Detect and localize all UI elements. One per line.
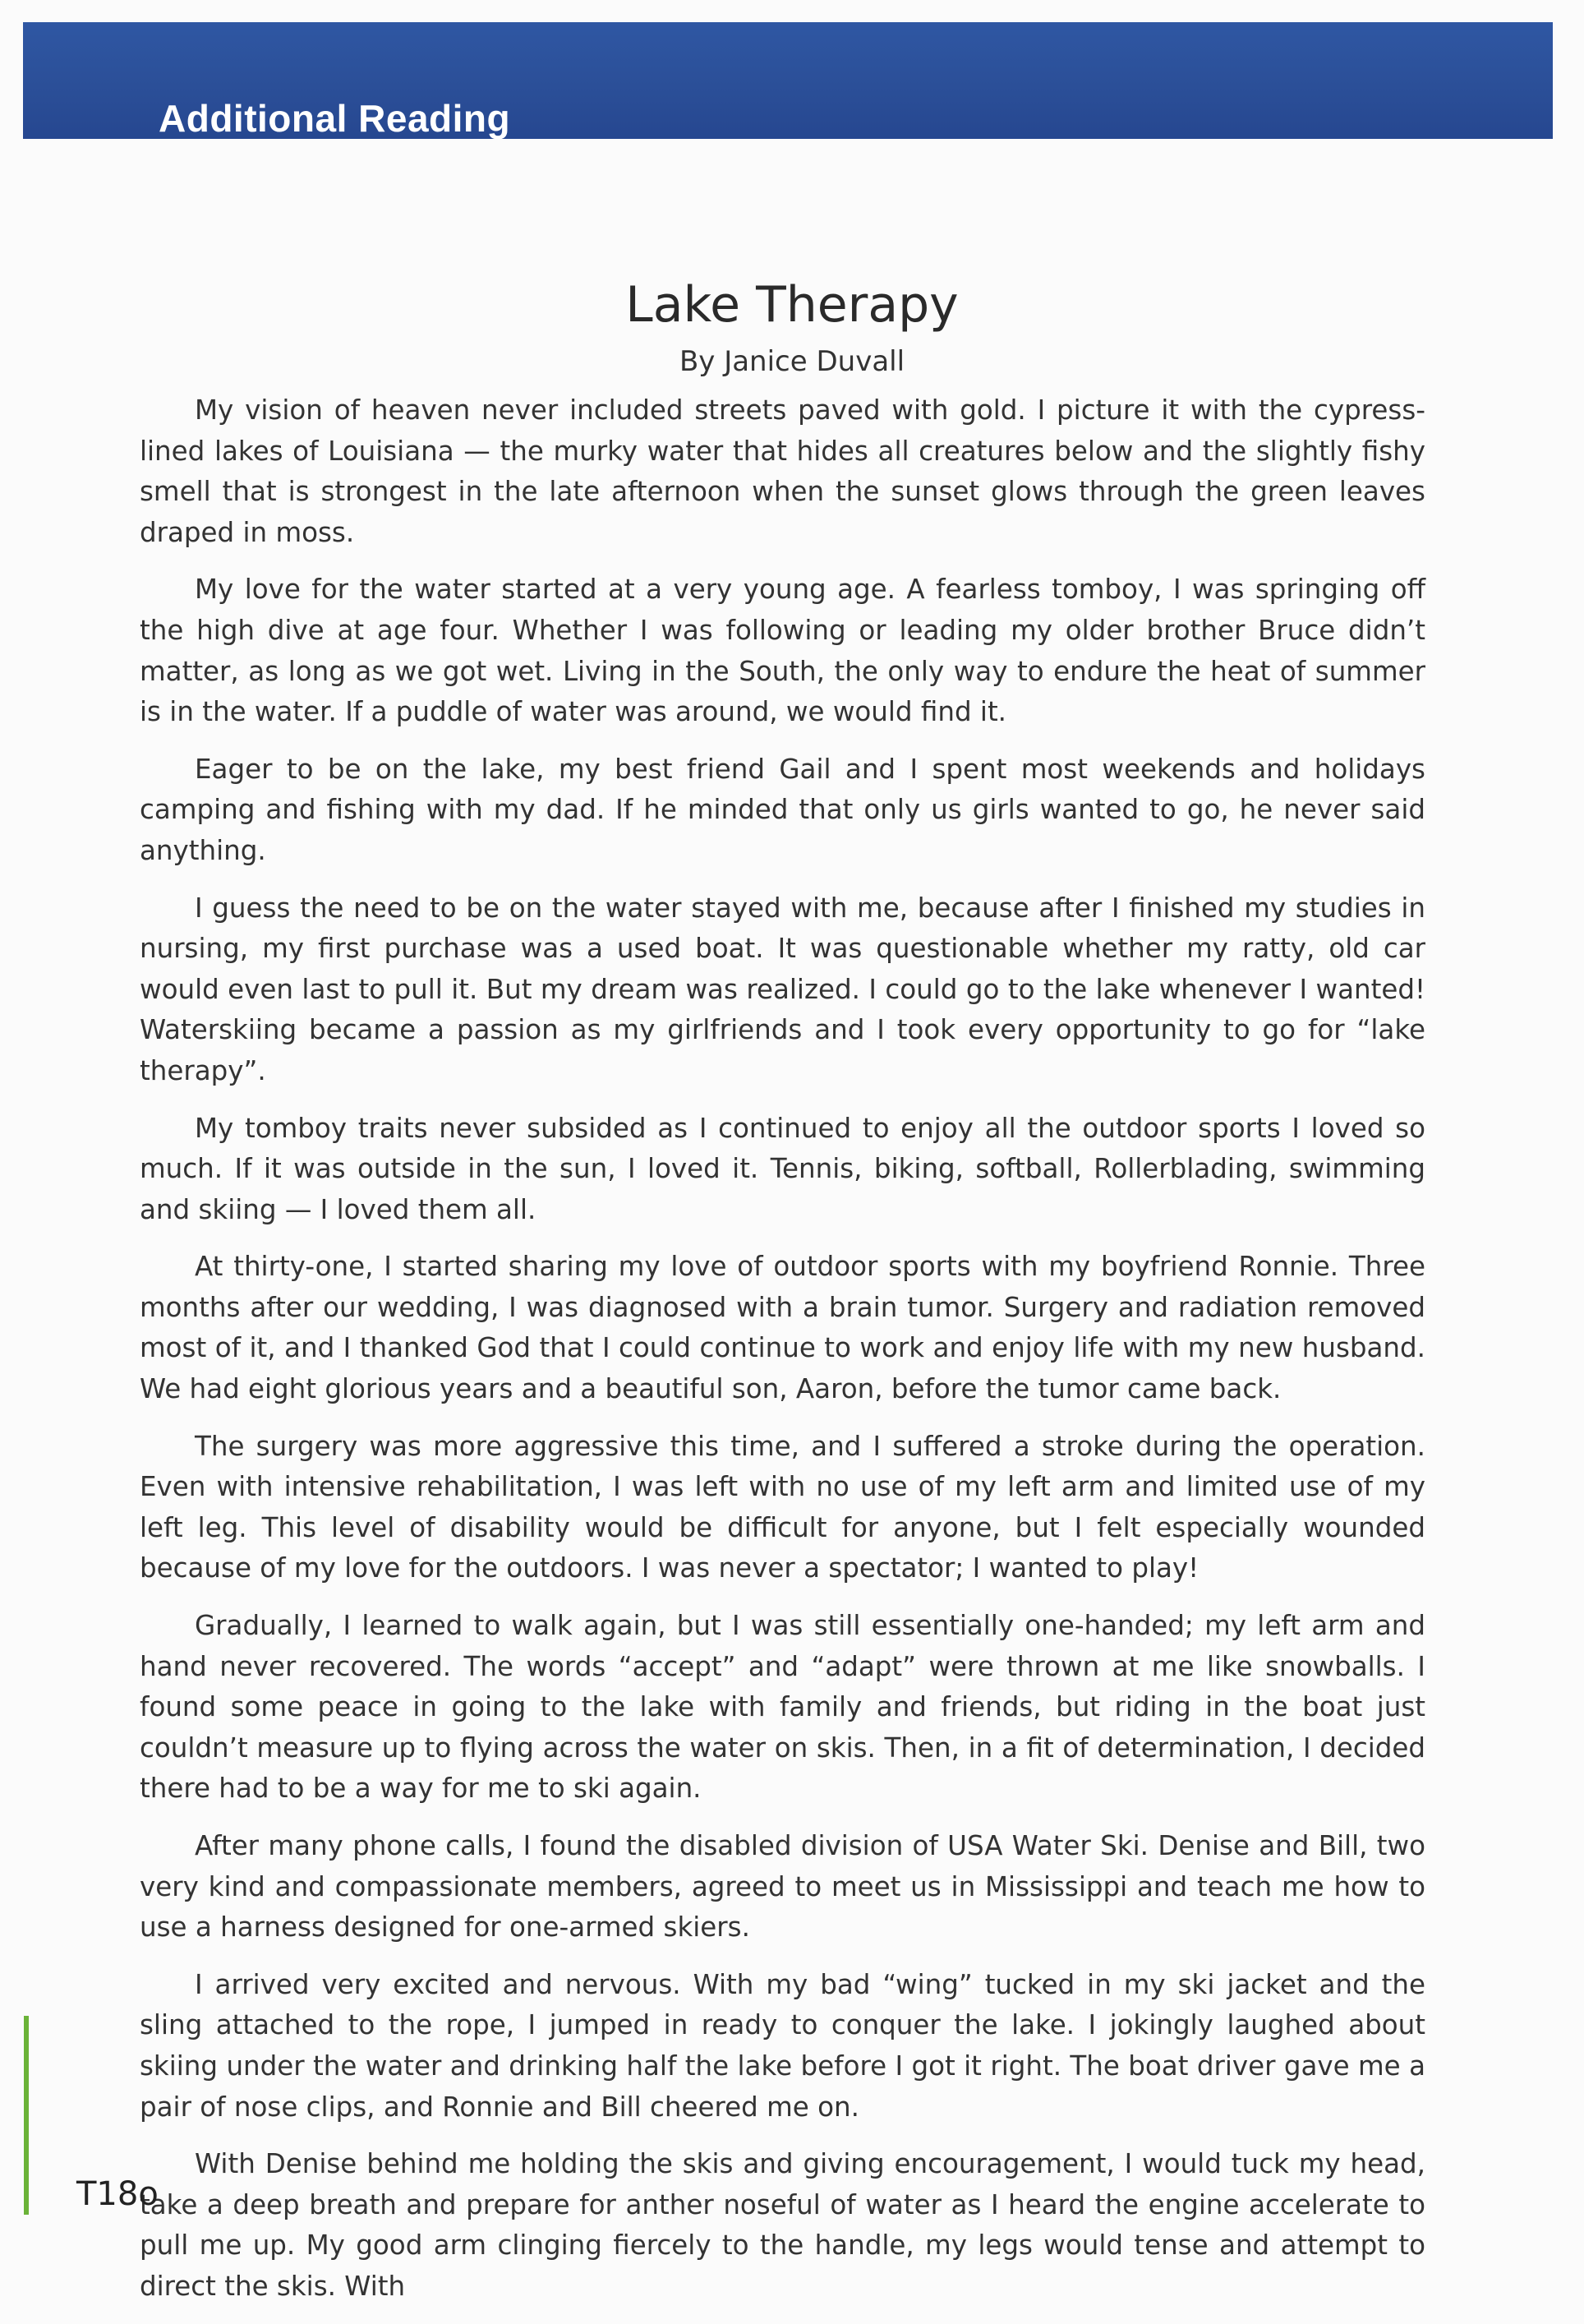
paragraph: I guess the need to be on the water stayed with me, because after I finished my studies in nursing, my first purchase was a used boat. It was questionable whether my ratty, old car would even last to pull it. But my dream was realized. I could go to the lake whenever I wanted! Waterskiing became a passion as my girlfriends and I took every opportunity to go for “lake therapy”. (140, 892, 1425, 1086)
paragraph: My vision of heaven never included streets paved with gold. I picture it with the cypress-lined lakes of Louisiana — the murky water that hides all creatures below and the slightly fishy smell that is strongest in the late afternoon when the sunset glows through the green leaves draped in moss. (140, 394, 1425, 548)
paragraph: The surgery was more aggressive this time, and I suffered a stroke during the operation. Even with intensive rehabilitation, I was left with no use of my left arm and limited use of my left leg. This level of disability would be difficult for anyone, but I felt especially wounded because of my love for the outdoors. I was never a spectator; I wanted to play! (140, 1430, 1425, 1584)
section-label: Additional Reading (159, 97, 511, 140)
paragraph: My tomboy traits never subsided as I continued to enjoy all the outdoor sports I loved so much. If it was outside in the sun, I loved it. Tennis, biking, softball, Rollerblading, swimming and skiing — I loved them all. (140, 1112, 1425, 1225)
paragraph: My love for the water started at a very young age. A fearless tomboy, I was springing off the high dive at age four. Whether I was following or leading my older brother Bruce didn’t matter, as long as we got wet. Living in the South, the only way to endure the heat of summer is in the water. If a puddle of water was around, we would find it. (140, 574, 1425, 728)
page-number: T18o (76, 2175, 159, 2213)
paragraph: At thirty-one, I started sharing my love of outdoor sports with my boyfriend Ronnie. Three months after our wedding, I was diagnosed with a brain tumor. Surgery and radiation removed most of it, and I thanked God that I could continue to work and enjoy life with my new husband. We had eight glorious years and a beautiful son, Aaron, before the tumor came back. (140, 1251, 1425, 1405)
paragraph: Eager to be on the lake, my best friend Gail and I spent most weekends and holidays camping and fishing with my dad. If he minded that only us girls wanted to go, he never said anything. (140, 753, 1425, 866)
article-body (140, 390, 1425, 2324)
margin-rule (24, 2016, 29, 2215)
article-title: Lake Therapy (625, 276, 959, 334)
article-byline: By Janice Duvall (679, 345, 905, 378)
paragraph: Gradually, I learned to walk again, but I was still essentially one-handed; my left arm and hand never recovered. The words “accept” and “adapt” were thrown at me like snowballs. I found some peace in going to the lake with family and friends, but riding in the boat just couldn’t measure up to flying across the water on skis. Then, in a fit of determination, I decided there had to be a way for me to ski again. (140, 1610, 1425, 1805)
paragraph: I arrived very excited and nervous. With my bad “wing” tucked in my ski jacket and the sling attached to the rope, I jumped in ready to conquer the lake. I jokingly laughed about skiing under the water and drinking half the lake before I got it right. The boat driver gave me a pair of nose clips, and Ronnie and Bill cheered me on. (140, 1968, 1425, 2123)
section-header-bar (23, 22, 1553, 139)
paragraph: With Denise behind me holding the skis and giving encouragement, I would tuck my head, take a deep breath and prepare for anther noseful of water as I heard the engine accelerate to pull me up. My good arm clinging fiercely to the handle, my legs would tense and attempt to direct the skis. With (140, 2148, 1425, 2302)
paragraph: After many phone calls, I found the disabled division of USA Water Ski. Denise and Bill, two very kind and compassionate members, agreed to meet us in Mississippi and teach me how to use a harness designed for one-armed skiers. (140, 1830, 1425, 1944)
